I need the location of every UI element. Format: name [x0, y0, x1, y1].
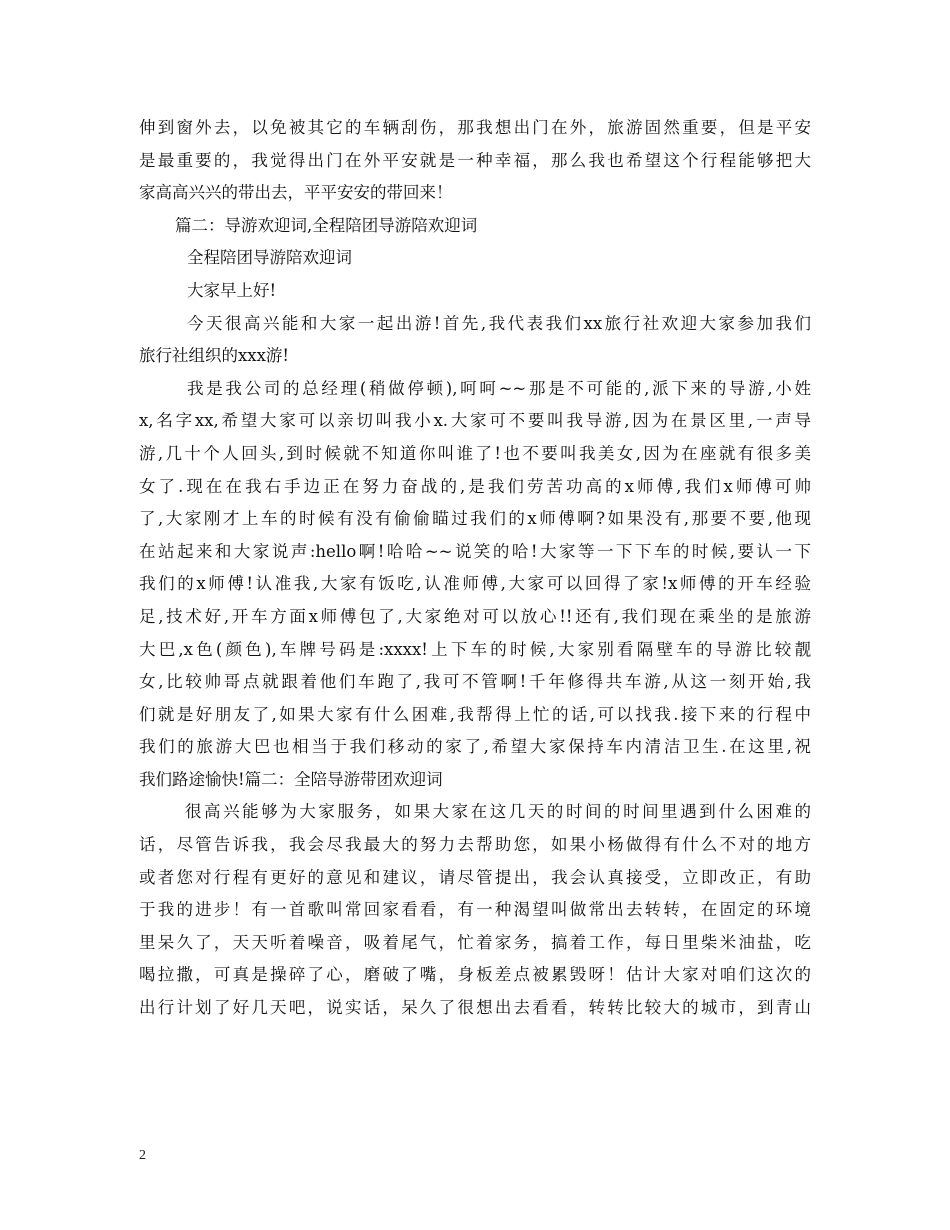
text-line: 游,几十个人回头,到时候就不知道你叫谁了!也不要叫我美女,因为在座就有很多美 — [139, 443, 811, 463]
text-line: 女了.现在在我右手边正在努力奋战的,是我们劳苦功高的x师傅,我们x师傅可帅 — [139, 476, 811, 496]
page-number: 2 — [139, 1148, 146, 1163]
text-line: 很高兴能够为大家服务，如果大家在这几天的时间的时间里遇到什么困难的 — [185, 802, 811, 822]
text-line: 伸到窗外去，以免被其它的车辆刮伤，那我想出门在外，旅游固然重要，但是平安 — [139, 118, 811, 137]
text-line: 我们的x师傅!认准我,大家有饭吃,认准师傅,大家可以回得了家!x师傅的开车经验 — [139, 574, 811, 594]
text-line: 话，尽管告诉我，我会尽我最大的努力去帮助您，如果小杨做得有什么不对的地方 — [139, 835, 811, 855]
greeting: 大家早上好! — [187, 280, 277, 300]
document-body — [139, 112, 811, 1025]
text-line: 了,大家刚才上车的时候有没有偷偷瞄过我们的x师傅啊?如果没有,那要不要,他现 — [139, 509, 811, 529]
text-line: 我们的旅游大巴也相当于我们移动的家了,希望大家保持车内清洁卫生.在这里,祝 — [139, 737, 811, 757]
text-line: 里呆久了，天天听着噪音，吸着尾气，忙着家务，搞着工作，每日里柴米油盐，吃 — [139, 932, 811, 952]
text-line: 我是我公司的总经理(稍做停顿),呵呵~~那是不可能的,派下来的导游,小姓 — [187, 378, 811, 398]
text-line: 是最重要的，我觉得出门在外平安就是一种幸福，那么我也希望这个行程能够把大 — [139, 150, 811, 170]
text-line: 在站起来和大家说声:hello啊!哈哈~~说笑的哈!大家等一下下车的时候,要认一下 — [139, 541, 811, 561]
text-line: 女,比较帅哥点就跟着他们车跑了,我可不管啊!千年修得共车游,从这一刻开始,我 — [139, 672, 811, 692]
text-line: 或者您对行程有更好的意见和建议，请尽管提出，我会认真接受，立即改正，有助 — [139, 867, 811, 887]
text-line: 旅行社组织的xxx游! — [139, 346, 290, 366]
text-line: 足,技术好,开车方面x师傅包了,大家绝对可以放心!!还有,我们现在乘坐的是旅游 — [139, 606, 811, 626]
text-line: 们就是好朋友了,如果大家有什么困难,我帮得上忙的话,可以找我.接下来的行程中 — [139, 704, 811, 724]
text-line: 家高高兴兴的带出去，平平安安的带回来！ — [139, 183, 453, 203]
text-line: 出行计划了好几天吧，说实话，呆久了很想出去看看，转转比较大的城市，到青山 — [139, 998, 811, 1018]
text-line: 于我的进步！有一首歌叫常回家看看，有一种渴望叫做常出去转转，在固定的环境 — [139, 900, 811, 920]
text-line: 今天很高兴能和大家一起出游!首先,我代表我们xx旅行社欢迎大家参加我们 — [187, 313, 811, 333]
text-line: 喝拉撒，可真是操碎了心，磨破了嘴，身板差点被累毁呀！估计大家对咱们这次的 — [139, 965, 811, 985]
subtitle: 全程陪团导游陪欢迎词 — [187, 248, 352, 268]
text-line: 大巴,x色(颜色),车牌号码是:xxxx!上下车的时候,大家别看隔壁车的导游比较靓 — [139, 639, 811, 659]
text-line: x,名字xx,希望大家可以亲切叫我小x.大家可不要叫我导游,因为在景区里,一声导 — [139, 411, 811, 431]
section-heading: 篇二：导游欢迎词,全程陪团导游陪欢迎词 — [175, 215, 478, 235]
text-line: 我们路途愉快!篇二：全陪导游带团欢迎词 — [139, 769, 443, 789]
